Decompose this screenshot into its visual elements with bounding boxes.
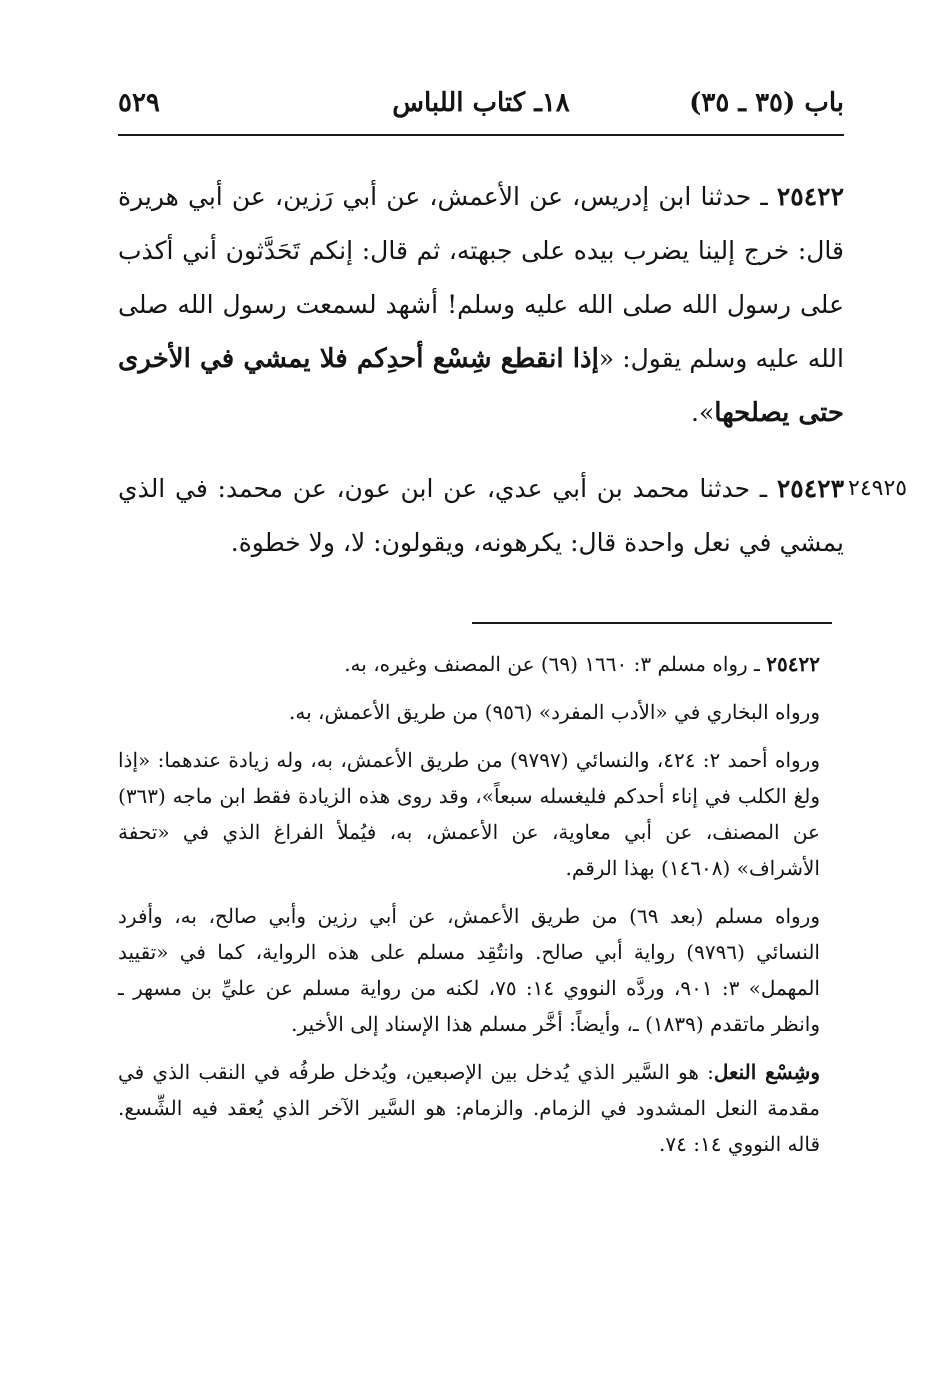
footnotes (118, 646, 844, 1174)
hadith-25422 (118, 170, 844, 440)
footnote: ورواه أحمد ٢: ٤٢٤، والنسائي (٩٧٩٧) من طريق الأعمش، به، وله زيادة عندهما: «إذا ولغ الكلب في إناء أحدكم فليغسله سبعاً»، وقد روى هذه الزيادة فقط ابن ماجه (٣٦٣) عن المصنف، عن أبي معاوية، عن الأعمش، به، فيُملأ الفراغ الذي في «تحفة الأشراف» (١٤٦٠٨) بهذا الرقم. (118, 748, 820, 880)
page-number: ٥٢٩ (118, 88, 160, 118)
footnote: ورواه مسلم (بعد ٦٩) من طريق الأعمش، عن أبي رزين وأبي صالح، به، وأفرد النسائي (٩٧٩٦) رواية أبي صالح. وانتُقِد مسلم على هذه الرواية، كما في «تقييد المهمل» ٣: ٩٠١، وردَّه النووي ١٤: ٧٥، لكنه من رواية مسلم عن عليِّ بن مسهر ـ وانظر ماتقدم (١٨٣٩) ـ، وأيضاً: أخَّر مسلم هذا الإسناد إلى الأخير. (118, 904, 820, 1036)
hadith-number: ٢٥٤٢٢ (776, 182, 844, 211)
footnote-number: ٢٥٤٢٢ (766, 652, 820, 676)
hadith-matn: إذا انقطع شِسْع أحدِكم فلا يمشي في الأخرى حتى يصلحها (118, 344, 844, 428)
hadith-text-end: ». (691, 398, 715, 427)
footnote: ورواه البخاري في «الأدب المفرد» (٩٥٦) من طريق الأعمش، به. (289, 700, 820, 724)
footnote (118, 1054, 844, 1162)
hadith-text: ـ حدثنا ابن إدريس، عن الأعمش، عن أبي رَزين، عن أبي هريرة قال: خرج إلينا يضرب بيده على جبهته، ثم قال: إنكم تَحَدَّثون أني أكذب على رسول الله صلى الله عليه وسلم! أشهد لسمعت رسول الله صلى الله عليه وسلم يقول: « (118, 182, 844, 373)
glossary-definition: : هو السَّير الذي يُدخل بين الإصبعين، ويُدخل طرفُه في النقب الذي في مقدمة النعل المشدود في الزمام. والزمام: هو السَّير الآخر الذي يُعقد فيه الشِّسع. قاله النووي ١٤: ٧٤. (118, 1060, 820, 1156)
glossary-term: وشِسْع النعل (713, 1060, 820, 1084)
page-header (118, 86, 844, 130)
footnote-divider (472, 622, 832, 624)
book-title: ١٨ـ كتاب اللباس (392, 88, 570, 118)
margin-reference-number: ٢٤٩٢٥ (848, 476, 908, 501)
header-divider (118, 134, 844, 136)
hadith-text: ـ حدثنا محمد بن أبي عدي، عن ابن عون، عن محمد: في الذي يمشي في نعل واحدة قال: يكرهونه، ويقولون: لا، ولا خطوة. (118, 474, 844, 557)
footnote-text: ـ رواه مسلم ٣: ١٦٦٠ (٦٩) عن المصنف وغيره، به. (344, 652, 767, 676)
hadith-25423 (118, 462, 844, 570)
chapter-range: باب (٣٥ ـ ٣٥) (689, 88, 844, 118)
footnote (118, 646, 844, 682)
hadith-number: ٢٥٤٢٣ (776, 474, 844, 503)
